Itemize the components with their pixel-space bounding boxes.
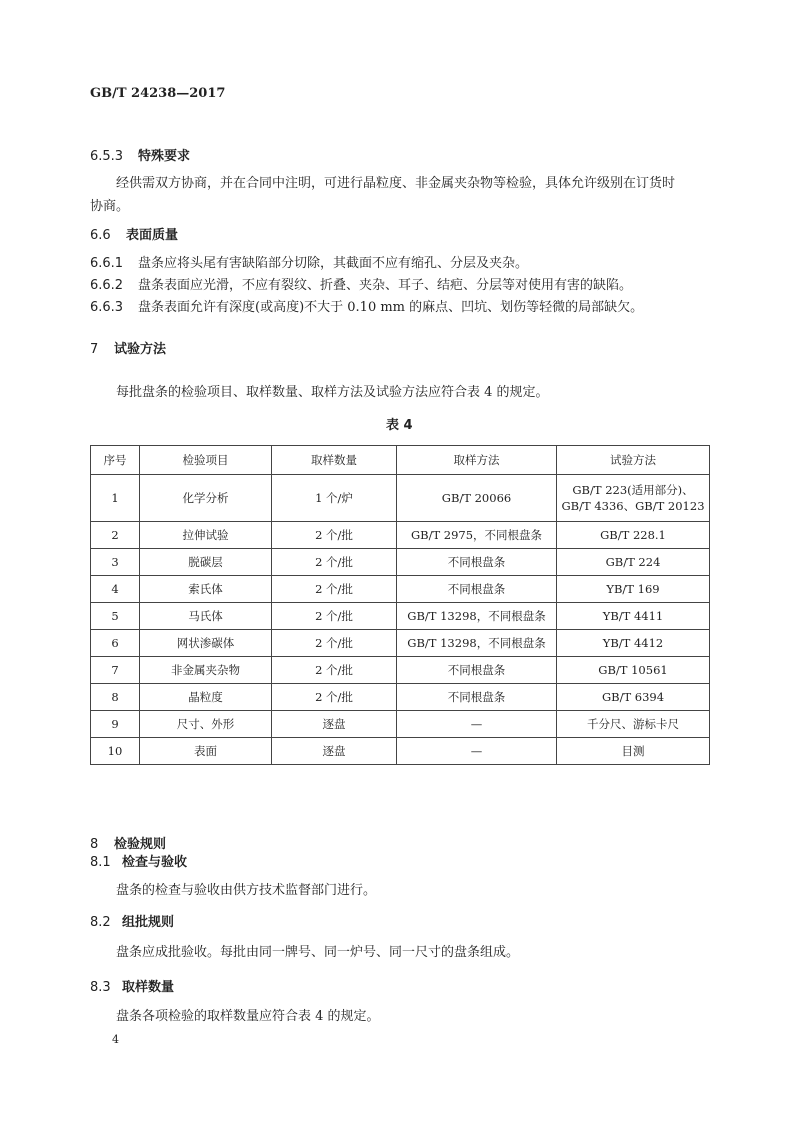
table-row <box>91 657 710 684</box>
table-row <box>91 684 710 711</box>
section-number: 8.2 <box>90 915 111 930</box>
paragraph: 经供需双方协商，并在合同中注明，可进行晶粒度、非金属夹杂物等检验，具体允许级别在订货时 <box>116 176 676 191</box>
table-cell: 非金属夹杂物 <box>140 657 272 684</box>
section-heading <box>90 224 178 243</box>
table-cell: — <box>397 738 557 765</box>
section-number: 6.6 <box>90 228 111 243</box>
table-row <box>91 711 710 738</box>
clause <box>90 296 643 315</box>
table-cell: 6 <box>91 630 140 657</box>
section-heading <box>90 145 190 164</box>
table-cell: GB/T 20066 <box>397 475 557 522</box>
table-cell: 3 <box>91 549 140 576</box>
table-row <box>91 522 710 549</box>
section-number: 6.5.3 <box>90 149 124 164</box>
section-heading <box>90 976 174 995</box>
table-cell: 9 <box>91 711 140 738</box>
table-header-row <box>91 446 710 475</box>
table-cell: 网状渗碳体 <box>140 630 272 657</box>
section-heading <box>90 911 174 930</box>
table-cell: 2 个/批 <box>272 522 397 549</box>
table-cell: 逐盘 <box>272 711 397 738</box>
section-title: 检查与验收 <box>122 855 188 870</box>
table-cell: GB/T 13298，不同根盘条 <box>397 603 557 630</box>
table-cell: GB/T 228.1 <box>557 522 710 549</box>
table-cell: GB/T 224 <box>557 549 710 576</box>
clause <box>90 274 632 293</box>
table-row <box>91 738 710 765</box>
table-row <box>91 603 710 630</box>
table-cell: 1 <box>91 475 140 522</box>
table-cell: 脱碳层 <box>140 549 272 576</box>
table-cell: 晶粒度 <box>140 684 272 711</box>
table-cell: 2 个/批 <box>272 576 397 603</box>
table-cell: 8 <box>91 684 140 711</box>
table-cell: 2 个/批 <box>272 603 397 630</box>
table-row <box>91 475 710 522</box>
table-cell: GB/T 2975，不同根盘条 <box>397 522 557 549</box>
clause-number: 6.6.2 <box>90 278 124 293</box>
table-cell: 不同根盘条 <box>397 576 557 603</box>
table-cell: 4 <box>91 576 140 603</box>
column-header: 序号 <box>91 446 140 475</box>
section-title: 取样数量 <box>122 980 175 995</box>
clause-text: 盘条表面应光滑，不应有裂纹、折叠、夹杂、耳子、结疤、分层等对使用有害的缺陷。 <box>138 278 633 293</box>
table-cell: 化学分析 <box>140 475 272 522</box>
table-cell: 7 <box>91 657 140 684</box>
section-title: 试验方法 <box>114 342 167 357</box>
section-heading <box>90 338 166 357</box>
table-cell: 2 个/批 <box>272 657 397 684</box>
paragraph: 盘条应成批验收。每批由同一牌号、同一炉号、同一尺寸的盘条组成。 <box>116 945 520 960</box>
section-number: 7 <box>90 342 99 357</box>
table-cell: 千分尺、游标卡尺 <box>557 711 710 738</box>
table-cell: YB/T 4412 <box>557 630 710 657</box>
table-cell: 5 <box>91 603 140 630</box>
table-cell: 索氏体 <box>140 576 272 603</box>
table-cell: — <box>397 711 557 738</box>
clause <box>90 252 528 271</box>
table-cell: YB/T 169 <box>557 576 710 603</box>
section-title: 表面质量 <box>126 228 179 243</box>
paragraph: 每批盘条的检验项目、取样数量、取样方法及试验方法应符合表 4 的规定。 <box>116 385 549 400</box>
table-caption: 表 4 <box>386 418 413 433</box>
column-header: 试验方法 <box>557 446 710 475</box>
clause-number: 6.6.1 <box>90 256 124 271</box>
section-number: 8.3 <box>90 980 111 995</box>
table-cell: 2 个/批 <box>272 630 397 657</box>
section-heading <box>90 851 187 870</box>
table-cell: 逐盘 <box>272 738 397 765</box>
paragraph: 盘条各项检验的取样数量应符合表 4 的规定。 <box>116 1009 380 1024</box>
column-header: 取样方法 <box>397 446 557 475</box>
table-cell <box>557 475 710 522</box>
paragraph: 盘条的检查与验收由供方技术监督部门进行。 <box>116 883 377 898</box>
table-cell: 目测 <box>557 738 710 765</box>
table-cell: GB/T 10561 <box>557 657 710 684</box>
table-cell: 马氏体 <box>140 603 272 630</box>
clause-text: 盘条应将头尾有害缺陷部分切除，其截面不应有缩孔、分层及夹杂。 <box>138 256 529 271</box>
inspection-table <box>90 445 710 765</box>
table-cell: GB/T 13298，不同根盘条 <box>397 630 557 657</box>
table-cell: 2 <box>91 522 140 549</box>
standard-header: GB/T 24238—2017 <box>90 86 226 101</box>
page-number: 4 <box>112 1033 119 1046</box>
table-cell: GB/T 6394 <box>557 684 710 711</box>
clause-number: 6.6.3 <box>90 300 124 315</box>
section-title: 特殊要求 <box>138 149 191 164</box>
paragraph: 协商。 <box>90 199 130 214</box>
column-header: 取样数量 <box>272 446 397 475</box>
table-cell: 拉伸试验 <box>140 522 272 549</box>
table-cell: 表面 <box>140 738 272 765</box>
section-heading <box>90 833 166 852</box>
table-row <box>91 630 710 657</box>
table-cell: 不同根盘条 <box>397 549 557 576</box>
section-title: 检验规则 <box>114 837 167 852</box>
section-number: 8 <box>90 837 99 852</box>
table-cell: 1 个/炉 <box>272 475 397 522</box>
cell-line: GB/T 223(适用部分)、 <box>572 483 694 497</box>
table-cell: 不同根盘条 <box>397 657 557 684</box>
table-cell: YB/T 4411 <box>557 603 710 630</box>
table-row <box>91 576 710 603</box>
table-cell: 2 个/批 <box>272 549 397 576</box>
clause-text: 盘条表面允许有深度(或高度)不大于 0.10 mm 的麻点、凹坑、划伤等轻微的局部缺欠。 <box>138 300 644 315</box>
cell-line: GB/T 4336、GB/T 20123 <box>561 499 705 513</box>
section-number: 8.1 <box>90 855 111 870</box>
table-cell: 10 <box>91 738 140 765</box>
section-title: 组批规则 <box>122 915 175 930</box>
table-cell: 2 个/批 <box>272 684 397 711</box>
column-header: 检验项目 <box>140 446 272 475</box>
table-row <box>91 549 710 576</box>
table-cell: 不同根盘条 <box>397 684 557 711</box>
table-cell: 尺寸、外形 <box>140 711 272 738</box>
